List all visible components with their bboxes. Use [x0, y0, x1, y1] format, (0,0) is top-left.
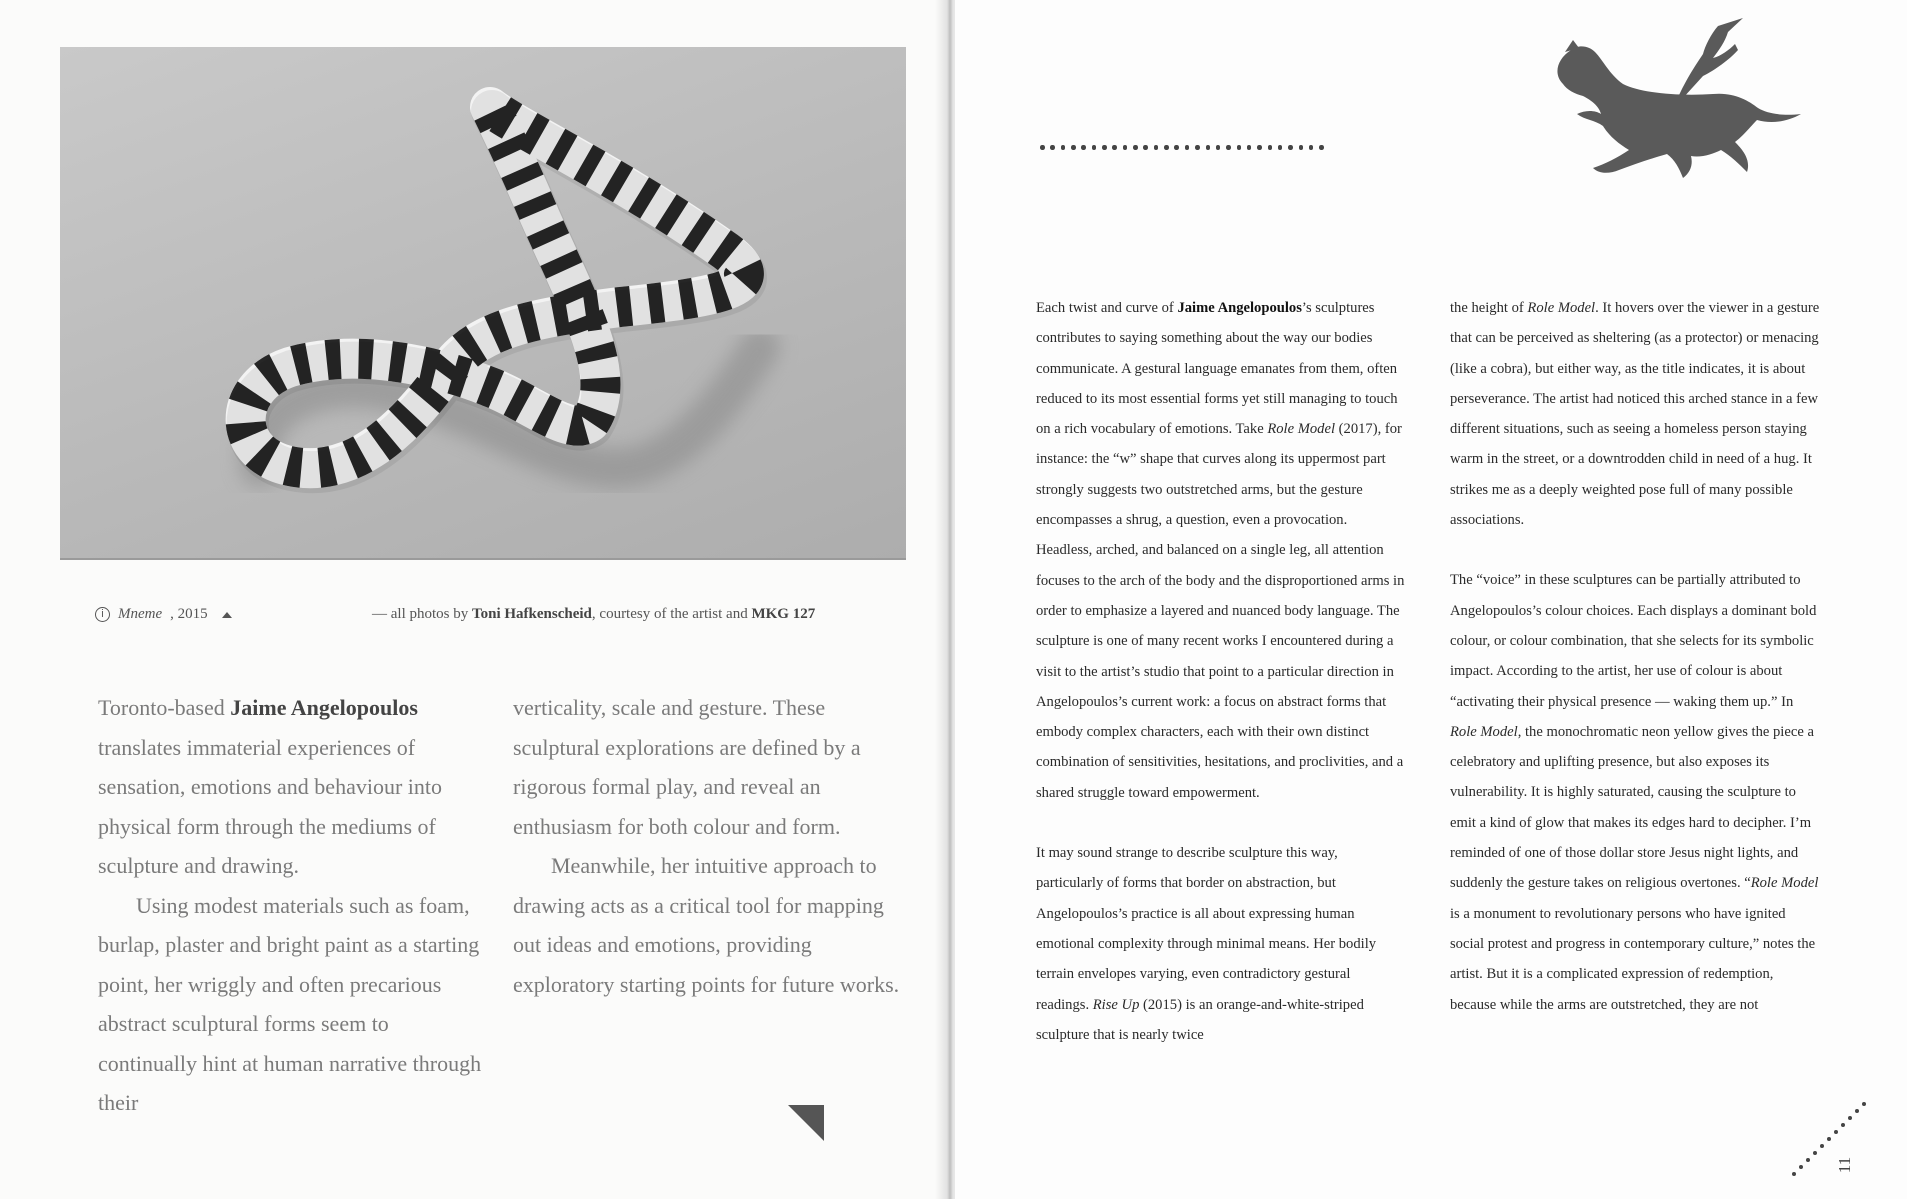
work-title: Role Model	[1450, 723, 1518, 740]
intro-p1-prefix: Toronto-based	[98, 695, 231, 720]
work-title: Role Model	[1267, 421, 1336, 438]
article-paragraph-2	[1036, 838, 1406, 1050]
intro-paragraph-3: Meanwhile, her intuitive approach to drawing acts as a critical tool for mapping out ideas and emotions, providing exploratory starting points for future works.	[513, 853, 900, 997]
article-paragraph-4	[1450, 565, 1820, 1019]
text-run: . It hovers over the viewer in a gesture that can be perceived as sheltering (as a protector) or menacing (like a cobra), but either way, as the title indicates, it is about perseverance. The artist had noticed this arched stance in a few different situations, such as seeing a homeless person staying warm in the street, or a downtrodden child in need of a hug. It strikes me as a deeply weighted pose full of many possible associations.	[1450, 300, 1820, 529]
left-page	[0, 0, 945, 1199]
photographer-name: Toni Hafkenscheid	[472, 606, 592, 622]
text-run: The “voice” in these sculptures can be partially attributed to Angelopoulos’s colour choices. Each displays a dominant bold colour, or colour combination, that she selects for its symbolic impact. According to the artist, her use of colour is about “activating their physical presence — waking them up.” In	[1450, 572, 1817, 710]
diagonal-dots-icon	[1788, 1100, 1868, 1180]
credit-prefix: — all photos by	[372, 606, 472, 622]
text-run: Each twist and curve of	[1036, 300, 1178, 316]
article-paragraph-3	[1450, 293, 1820, 535]
page-number: 11	[1835, 1156, 1855, 1174]
intro-column-2	[513, 688, 908, 1004]
article-paragraph-1	[1036, 293, 1406, 808]
artist-name-bold: Jaime Angelopoulos	[1177, 300, 1302, 316]
text-run: (2015) is an orange-and-white-striped sculpture that is nearly twice	[1036, 996, 1364, 1043]
work-title: Role Model	[1750, 875, 1819, 892]
info-icon[interactable]: i	[95, 607, 110, 622]
credit-mid: , courtesy of the artist and	[591, 606, 752, 622]
striped-sculpture-image	[60, 47, 906, 560]
intro-column-1	[98, 688, 493, 1123]
work-title: Rise Up	[1092, 996, 1140, 1013]
intro-p1-rest: translates immaterial experiences of sensation, emotions and behaviour into physical form through the mediums of sculpture and drawing.	[98, 734, 442, 878]
corner-triangle-icon	[788, 1105, 824, 1141]
intro-paragraph-1	[98, 688, 493, 886]
text-run: (2017), for instance: the “w” shape that curves along its uppermost part strongly suggests two outstretched arms, but the gesture encompasses a shrug, a question, even a provocation. Headless, arched, and balanced on a single leg, all attention focuses to the arch of the body and the disproportioned arms in order to emphasize a layered and nuanced body language. The sculpture is one of many recent works I encountered during a visit to the artist’s studio that point to a particular direction in Angelopoulos’s current work: a focus on abstract forms that embody complex characters, each with their own distinct combination of sensitivities, hesitations, and proclivities, and a shared struggle toward empowerment.	[1036, 421, 1405, 801]
photo-caption-title	[95, 606, 232, 623]
triangle-up-icon	[222, 612, 232, 618]
sculpture-photo	[60, 47, 906, 560]
text-run: , the monochromatic neon yellow gives the piece a celebratory and uplifting presence, but also exposes its vulnerability. It is highly saturated, causing the sculpture to emit a kind of glow that makes its edges hard to decipher. I’m reminded of one of those dollar store Jesus night lights, and suddenly the gesture takes on religious overtones. “	[1450, 723, 1814, 892]
intro-paragraph-2: Using modest materials such as foam, burlap, plaster and bright paint as a starting point, her wriggly and often precarious abstract sculptural forms seem to continually hint at human narrative through their	[98, 892, 482, 1115]
dotted-rule	[1040, 145, 1324, 150]
work-title: Role Model	[1527, 300, 1596, 316]
text-run: It may sound strange to describe sculpture this way, particularly of forms that border on abstraction, but Angelopoulos’s practice is all about expressing human emotional complexity through minimal means. Her bodily terrain envelopes varying, even contradictory gestural readings.	[1036, 845, 1377, 1013]
intro-paragraph-2-cont: verticality, scale and gesture. These sculptural explorations are defined by a rigorous formal play, and reveal an enthusiasm for both colour and form.	[513, 695, 861, 839]
article-column-2	[1450, 293, 1820, 1050]
text-run: ’s sculptures contributes to saying something about the way our bodies communicate. A gestural language emanates from them, often reduced to its most essential forms yet still managing to touch on a rich vocabulary of emotions. Take	[1036, 300, 1398, 438]
text-run: the height of	[1450, 300, 1528, 316]
horse-sculpture-icon	[1543, 14, 1803, 179]
artwork-year: , 2015	[170, 606, 208, 622]
gallery-name: MKG 127	[751, 606, 816, 622]
artist-name: Jaime Angelopoulos	[230, 695, 418, 720]
text-run: is a monument to revolutionary persons who have ignited social protest and progress in contemporary culture,” notes the artist. But it is a complicated expression of redemption, because while the arms are outstretched, they are not	[1450, 905, 1816, 1013]
article-column-1	[1036, 293, 1406, 1080]
artwork-title: Mneme	[118, 606, 163, 622]
photo-credit	[372, 606, 815, 623]
